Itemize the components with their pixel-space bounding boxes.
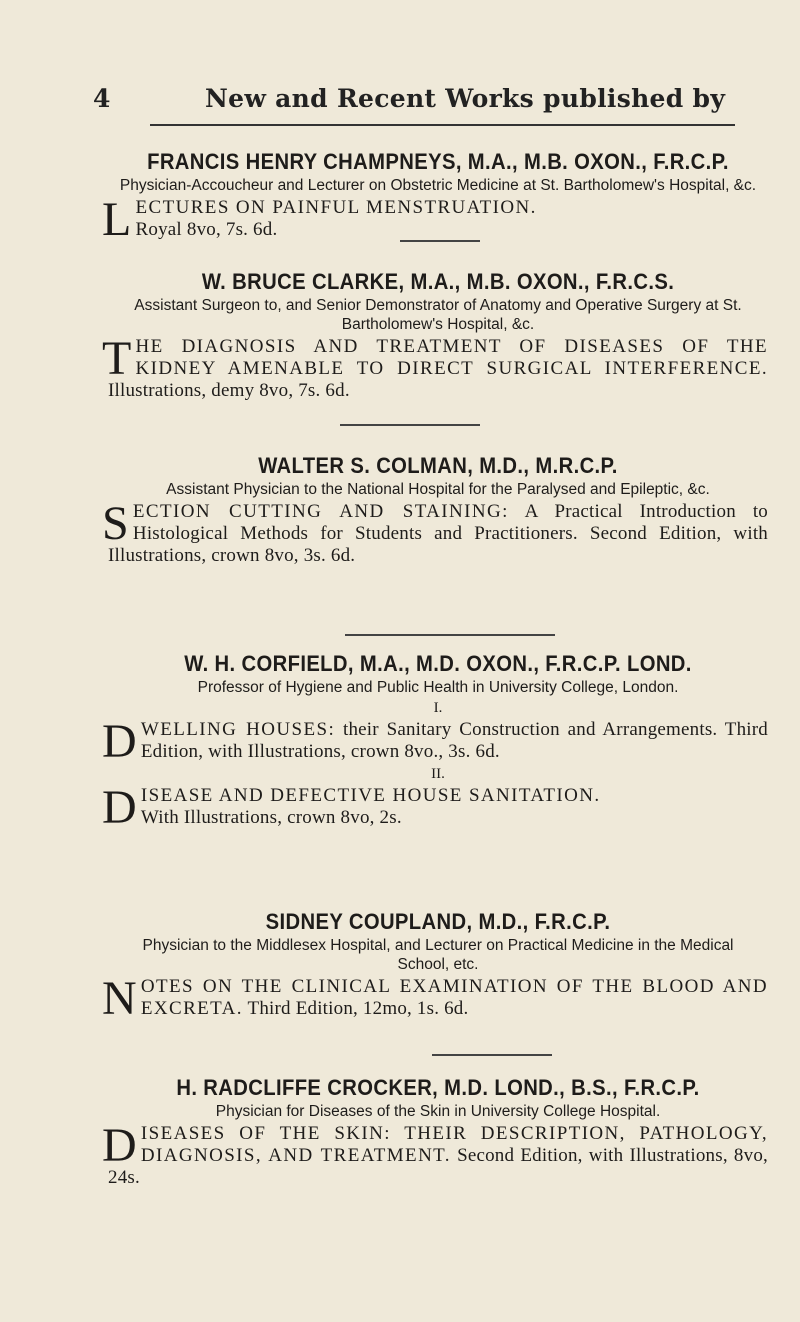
catalogue-entry xyxy=(102,148,768,246)
author-name: WALTER S. COLMAN, M.D., M.R.C.P. xyxy=(258,453,618,478)
running-head: New and Recent Works published by xyxy=(205,84,726,113)
author-name: W. BRUCE CLARKE, M.A., M.B. OXON., F.R.C.S. xyxy=(201,269,675,294)
catalogue-entry xyxy=(102,452,768,567)
work-numeral: II. xyxy=(431,766,445,782)
work-title: ISEASE AND DEFECTIVE HOUSE SANITATION. xyxy=(140,785,601,806)
author-name: FRANCIS HENRY CHAMPNEYS, M.A., M.B. OXON., F.R.C.P. xyxy=(147,149,729,174)
drop-capital: T xyxy=(102,332,132,385)
drop-capital: L xyxy=(102,193,132,246)
work-listing xyxy=(102,715,769,768)
drop-capital: D xyxy=(102,781,137,834)
work-details: A Practical Introduction to Histological Methods for Students and Practitioners. Second Edition, with Illustrations, crown 8vo, 3s. 6d. xyxy=(108,501,768,566)
section-divider xyxy=(400,240,480,242)
work-title: ECTURES ON PAINFUL MENSTRUATION. xyxy=(135,197,537,218)
work-title: WELLING HOUSES: xyxy=(140,719,336,740)
author-name: SIDNEY COUPLAND, M.D., F.R.C.P. xyxy=(265,909,611,934)
author-role: Assistant Physician to the National Hospital for the Paralysed and Epileptic, &c. xyxy=(166,481,710,498)
work-details: their Sanitary Construction and Arrangements. Third Edition, with Illustrations, crown 8vo., 3s. 6d. xyxy=(140,719,769,762)
work-details: Second Edition, with Illustrations, 8vo, 24s. xyxy=(108,1145,768,1188)
drop-capital: N xyxy=(102,972,137,1025)
section-divider xyxy=(345,634,555,636)
section-divider xyxy=(432,1054,552,1056)
catalogue-entry xyxy=(102,268,768,402)
work-details: Third Edition, 12mo, 1s. 6d. xyxy=(247,998,469,1019)
header-rule xyxy=(150,124,735,126)
work-listing xyxy=(102,1119,768,1189)
section-divider xyxy=(340,424,480,426)
work-details: Illustrations, demy 8vo, 7s. 6d. xyxy=(108,380,350,401)
work-title: ECTION CUTTING AND STAINING: xyxy=(132,501,509,522)
drop-capital: D xyxy=(102,1119,137,1172)
work-details: With Illustrations, crown 8vo, 2s. xyxy=(140,807,402,828)
author-name: W. H. CORFIELD, M.A., M.D. OXON., F.R.C.P. LOND. xyxy=(184,651,692,676)
work-listing xyxy=(102,781,768,834)
author-role: Assistant Surgeon to, and Senior Demonstrator of Anatomy and Operative Surgery at St. Bartholomew's Hospital, &c. xyxy=(134,297,742,333)
author-name: H. RADCLIFFE CROCKER, M.D. LOND., B.S., F.R.C.P. xyxy=(176,1075,700,1100)
catalogue-entry xyxy=(102,908,768,1025)
work-listing xyxy=(102,972,768,1025)
work-title: HE DIAGNOSIS AND TREATMENT OF DISEASES OF THE KIDNEY AMENABLE TO DIRECT SURGICAL INTERFERENCE. xyxy=(135,336,768,379)
catalogue-entry xyxy=(102,1074,768,1189)
work-numeral: I. xyxy=(433,700,443,716)
author-role: Physician for Diseases of the Skin in University College Hospital. xyxy=(215,1103,661,1120)
author-role: Physician-Accoucheur and Lecturer on Obstetric Medicine at St. Bartholomew's Hospital, &c. xyxy=(119,177,757,194)
author-role: Professor of Hygiene and Public Health in University College, London. xyxy=(197,679,679,696)
drop-capital: D xyxy=(102,715,137,768)
author-role: Physician to the Middlesex Hospital, and Lecturer on Practical Medicine in the Medical School, etc. xyxy=(142,937,734,973)
work-listing xyxy=(102,193,768,246)
work-title: ISEASES OF THE SKIN: THEIR DESCRIPTION, PATHOLOGY, DIAGNOSIS, AND TREATMENT. xyxy=(140,1123,768,1166)
work-title: OTES ON THE CLINICAL EXAMINATION OF THE BLOOD AND EXCRETA. xyxy=(140,976,768,1019)
work-details: Royal 8vo, 7s. 6d. xyxy=(135,219,278,240)
work-listing xyxy=(102,497,768,567)
catalogue-entry xyxy=(102,650,769,834)
work-listing xyxy=(102,332,768,402)
page-number: 4 xyxy=(93,84,111,113)
drop-capital: S xyxy=(102,497,129,550)
